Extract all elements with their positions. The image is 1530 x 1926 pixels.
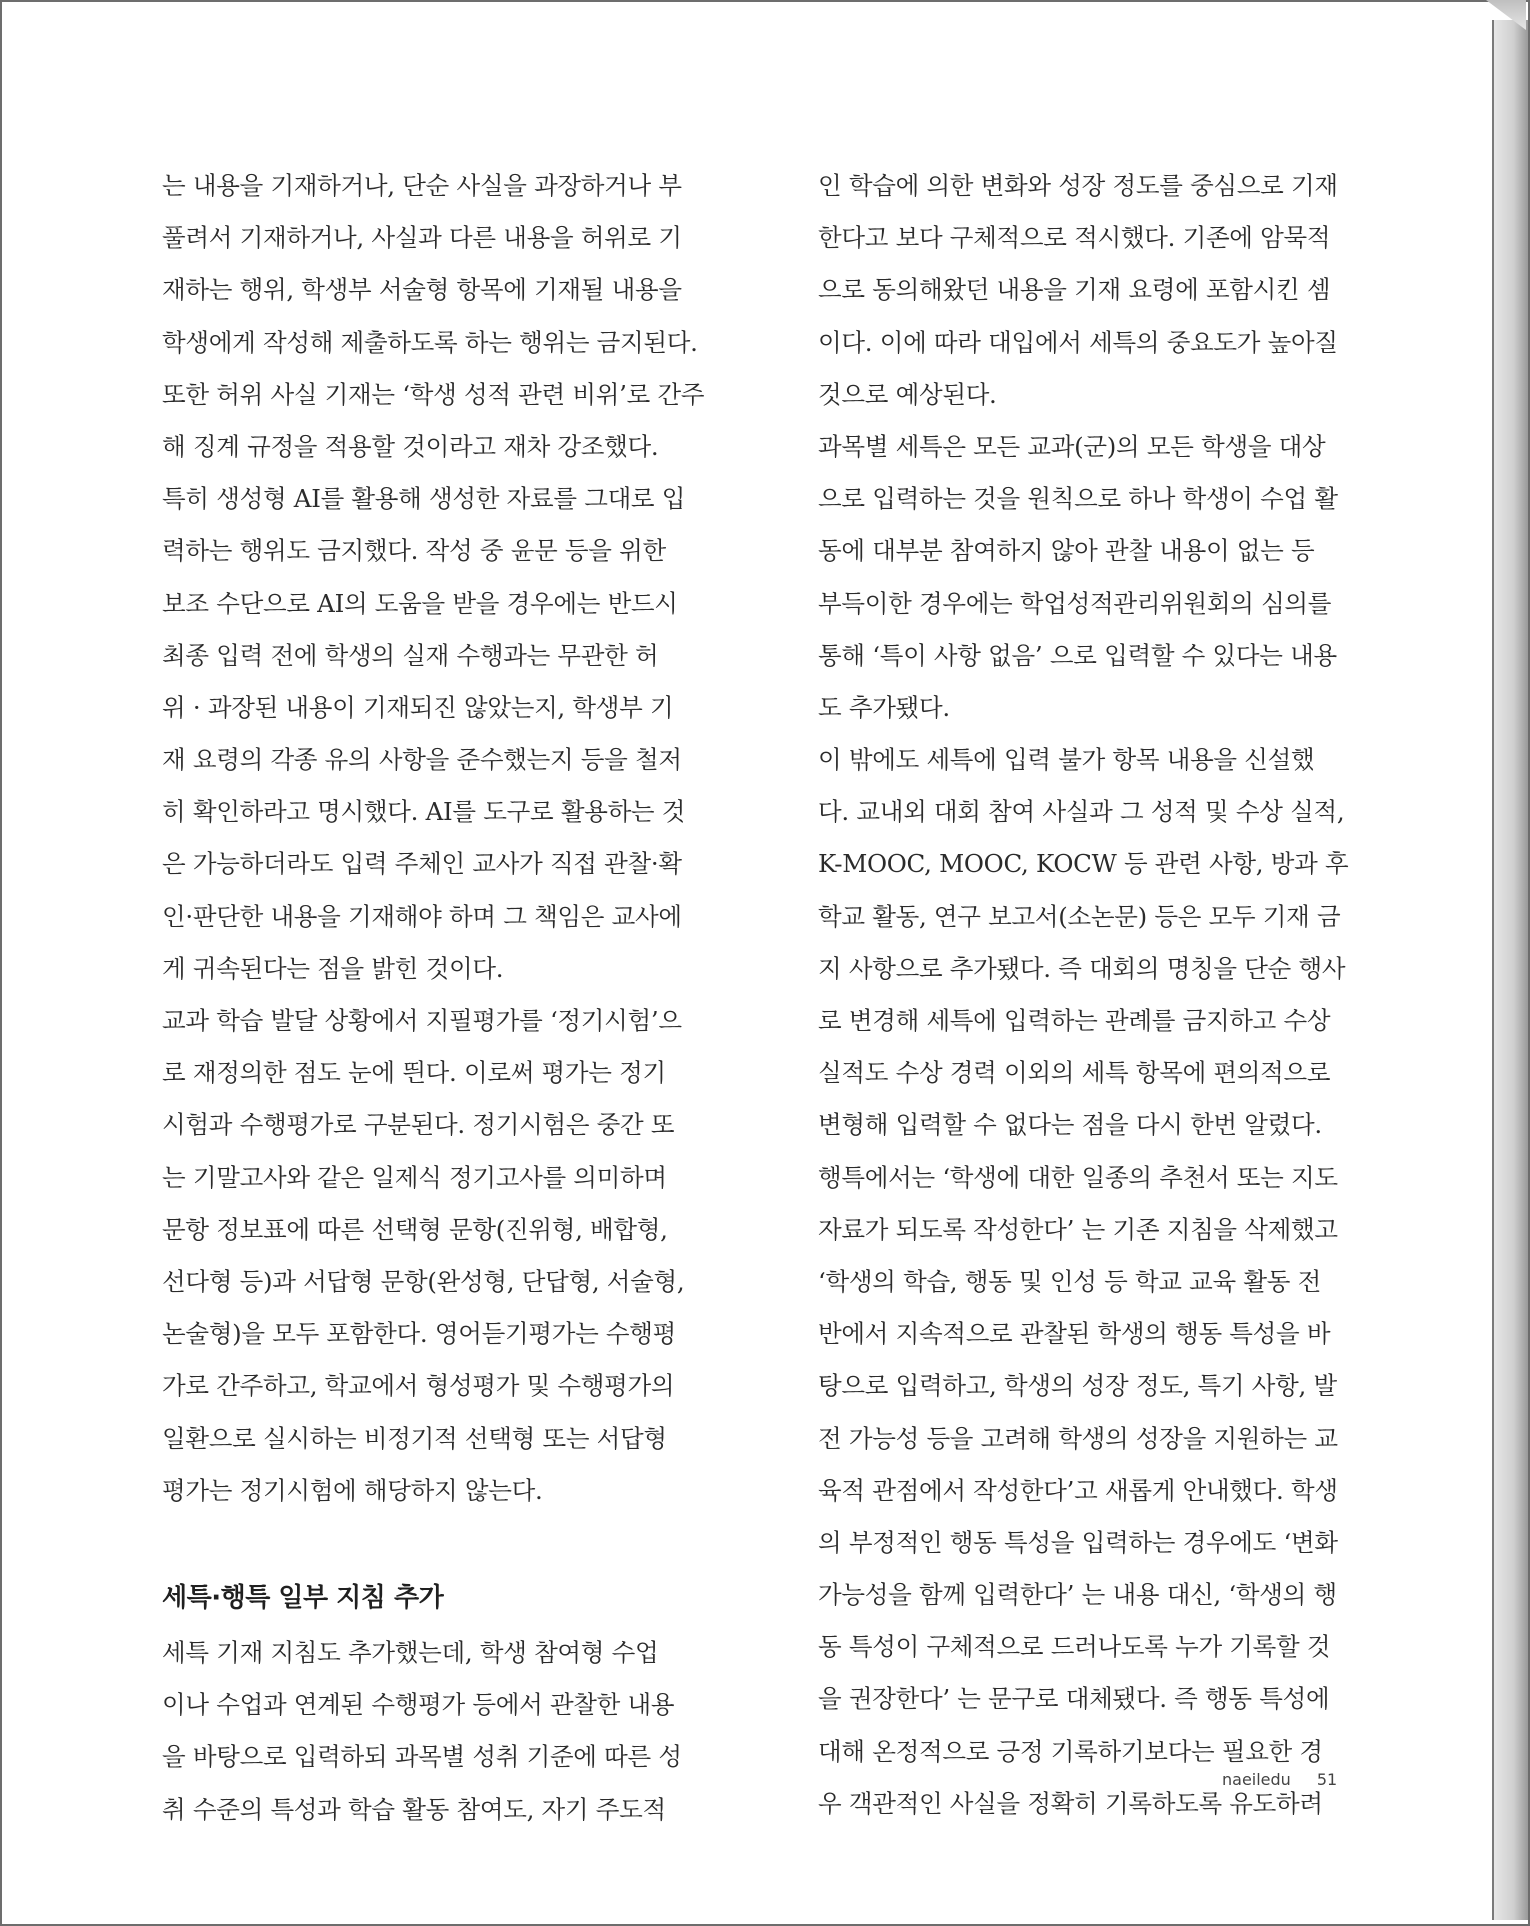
text-line: 동 특성이 구체적으로 드러나도록 누가 기록할 것 [818,1632,1331,1662]
paragraph [162,160,722,473]
text-line: 위 · 과장된 내용이 기재되진 않았는지, 학생부 기 [162,692,674,722]
text-line: 재 요령의 각종 유의 사항을 준수했는지 등을 철저 [162,745,682,775]
text-line: 반에서 지속적으로 관찰된 학생의 행동 특성을 바 [818,1319,1331,1349]
text-line: 가능성을 함께 입력한다’ 는 내용 대신, ‘학생의 행 [818,1580,1337,1610]
text-line: 세특 기재 지침도 추가했는데, 학생 참여형 수업 [162,1638,659,1668]
text-line: 최종 입력 전에 학생의 실재 수행과는 무관한 허 [162,640,659,670]
text-line: 또한 허위 사실 기재는 ‘학생 성적 관련 비위’로 간주 [162,379,705,409]
page-edge-line [1492,20,1494,1920]
text-line: 취 수준의 특성과 학습 활동 참여도, 자기 주도적 [162,1794,666,1824]
paragraph [818,160,1386,421]
text-line: 동에 대부분 참여하지 않아 관찰 내용이 없는 등 [818,536,1315,566]
paragraph [162,995,722,1517]
paragraph [162,1627,722,1836]
text-line: 지 사항으로 추가됐다. 즉 대회의 명칭을 단순 행사 [818,953,1346,983]
text-line: 보조 수단으로 AI의 도움을 받을 경우에는 반드시 [162,588,678,618]
text-line: 도 추가됐다. [818,692,950,722]
text-line: 으로 동의해왔던 내용을 기재 요령에 포함시킨 셈 [818,275,1331,305]
text-line: 으로 입력하는 것을 원칙으로 하나 학생이 수업 활 [818,484,1338,514]
spacer [162,1517,722,1569]
text-line: 평가는 정기시험에 해당하지 않는다. [162,1475,543,1505]
text-line: 통해 ‘특이 사항 없음’ 으로 입력할 수 있다는 내용 [818,640,1337,670]
text-line: 인 학습에 의한 변화와 성장 정도를 중심으로 기재 [818,171,1338,200]
text-line: 학교 활동, 연구 보고서(소논문) 등은 모두 기재 금 [818,901,1341,931]
text-line: 과목별 세특은 모든 교과(군)의 모든 학생을 대상 [818,431,1326,461]
text-line: 선다형 등)과 서답형 문항(완성형, 단답형, 서술형, [162,1266,685,1296]
text-line: 교과 학습 발달 상황에서 지필평가를 ‘정기시험’으 [162,1006,682,1035]
text-line: 다. 교내외 대회 참여 사실과 그 성적 및 수상 실적, [818,797,1345,827]
text-line: 한다고 보다 구체적으로 적시했다. 기존에 암묵적 [818,223,1331,253]
paragraph [162,473,722,995]
text-line: 특히 생성형 AI를 활용해 생성한 자료를 그대로 입 [162,484,686,514]
text-line: 인·판단한 내용을 기재해야 하며 그 책임은 교사에 [162,901,682,931]
text-line: 로 변경해 세특에 입력하는 관례를 금지하고 수상 [818,1006,1331,1035]
text-line: 문항 정보표에 따른 선택형 문항(진위형, 배합형, [162,1214,668,1244]
page-number: 51 [1316,1770,1338,1789]
publication-name: naeiledu [1222,1770,1291,1789]
text-line: 이 밖에도 세특에 입력 불가 항목 내용을 신설했 [818,745,1315,775]
text-line: 것으로 예상된다. [818,379,997,409]
text-line: 육적 관점에서 작성한다’고 새롭게 안내했다. 학생 [818,1475,1338,1505]
text-line: 우 객관적인 사실을 정확히 기록하도록 유도하려 [818,1788,1323,1818]
text-line: 변형해 입력할 수 없다는 점을 다시 한번 알렸다. [818,1110,1322,1140]
text-line: 부득이한 경우에는 학업성적관리위원회의 심의를 [818,588,1332,618]
text-line: 을 권장한다’ 는 문구로 대체됐다. 즉 행동 특성에 [818,1684,1330,1714]
text-line: 전 가능성 등을 고려해 학생의 성장을 지원하는 교 [818,1423,1338,1453]
text-line: 는 내용을 기재하거나, 단순 사실을 과장하거나 부 [162,171,682,200]
text-line: 일환으로 실시하는 비정기적 선택형 또는 서답형 [162,1423,667,1453]
text-line: 이다. 이에 따라 대입에서 세특의 중요도가 높아질 [818,327,1338,357]
text-line: ‘학생의 학습, 행동 및 인성 등 학교 교육 활동 전 [818,1266,1321,1296]
text-line: 자료가 되도록 작성한다’ 는 기존 지침을 삭제했고 [818,1214,1338,1244]
text-line: 로 재정의한 점도 눈에 띈다. 이로써 평가는 정기 [162,1058,666,1088]
text-line: 풀려서 기재하거나, 사실과 다른 내용을 허위로 기 [162,223,682,253]
text-line: 재하는 행위, 학생부 서술형 항목에 기재될 내용을 [162,275,682,305]
text-line: 의 부정적인 행동 특성을 입력하는 경우에도 ‘변화 [818,1527,1338,1557]
text-line: 히 확인하라고 명시했다. AI를 도구로 활용하는 것 [162,797,686,827]
paragraph [818,1152,1386,1830]
text-line: 이나 수업과 연계된 수행평가 등에서 관찰한 내용 [162,1690,675,1720]
text-line: 논술형)을 모두 포함한다. 영어듣기평가는 수행평 [162,1319,677,1349]
text-line: 실적도 수상 경력 이외의 세특 항목에 편의적으로 [818,1058,1331,1088]
text-line: 탕으로 입력하고, 학생의 성장 정도, 특기 사항, 발 [818,1371,1337,1401]
text-line: 가로 간주하고, 학교에서 형성평가 및 수행평가의 [162,1371,675,1401]
text-line: 행특에서는 ‘학생에 대한 일종의 추천서 또는 지도 [818,1162,1338,1192]
text-line: 게 귀속된다는 점을 밝힌 것이다. [162,953,504,983]
right-column [818,160,1386,1830]
text-line: 학생에게 작성해 제출하도록 하는 행위는 금지된다. [162,327,698,357]
page-edge [1492,20,1528,1920]
paragraph [818,421,1386,734]
text-line: 해 징계 규정을 적용할 것이라고 재차 강조했다. [162,431,659,461]
text-line: K-MOOC, MOOC, KOCW 등 관련 사항, 방과 후 [818,849,1349,879]
text-line: 력하는 행위도 금지했다. 작성 중 윤문 등을 위한 [162,536,666,566]
text-line: 을 바탕으로 입력하되 과목별 성취 기준에 따른 성 [162,1742,682,1772]
left-column [162,160,722,1836]
text-line: 시험과 수행평가로 구분된다. 정기시험은 중간 또 [162,1110,675,1140]
text-line: 은 가능하더라도 입력 주체인 교사가 직접 관찰·확 [162,849,682,879]
text-line: 는 기말고사와 같은 일제식 정기고사를 의미하며 [162,1162,667,1192]
page-footer [1222,1770,1337,1789]
text-line: 대해 온정적으로 긍정 기록하기보다는 필요한 경 [818,1736,1323,1766]
section-heading: 세특·행특 일부 지침 추가 [162,1583,444,1614]
paragraph [818,734,1386,1152]
